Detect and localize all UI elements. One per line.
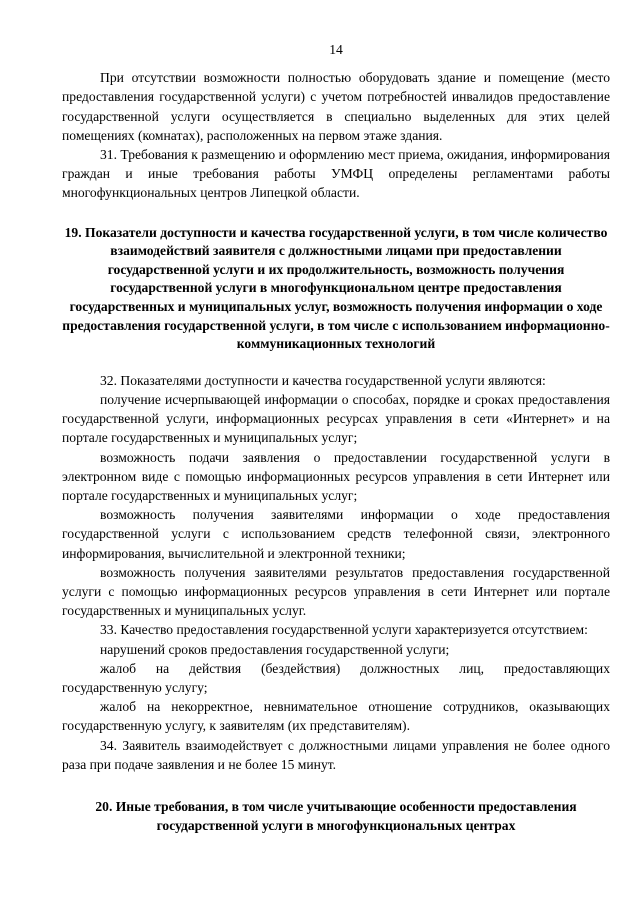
paragraph-32-item-2: возможность подачи заявления о предоставлении государственной услуги в электронном виде с помощью информационных ресурсов управления в сети Интернет или портале государственных и муниципальных услуг; bbox=[62, 449, 610, 503]
paragraph-34: 34. Заявитель взаимодействует с должностными лицами управления не более одного раза при подаче заявления и не более 15 минут. bbox=[62, 737, 610, 772]
paragraph-32-item-1: получение исчерпывающей информации о способах, порядке и сроках предоставления государственной услуги, информационных ресурсах управления в сети «Интернет» и на портале государственных и муниципальных услуг; bbox=[62, 391, 610, 446]
section-heading-19: 19. Показатели доступности и качества государственной услуги, в том числе количество взаимодействий заявителя с должностными лицами при предоставлении государственной услуги и их продолжительность, возможность получения государственной услуги в многофункциональном центре предоставления государственных и муниципальных услуг, возможность получения информации о ходе предоставления государственной услуги, в том числе с использованием информационно-коммуникационных технологий bbox=[62, 224, 610, 352]
paragraph-33-item-1: нарушений сроков предоставления государственной услуги; bbox=[100, 641, 450, 657]
paragraph-31: 31. Требования к размещению и оформлению мест приема, ожидания, информирования граждан и иные требования работы УМФЦ определены регламентами работы многофункциональных центров Липецкой области. bbox=[62, 147, 610, 201]
paragraph-accessibility-premises: При отсутствии возможности полностью оборудовать здание и помещение (место предоставления государственной услуги) с учетом потребностей инвалидов предоставление государственной услуги осуществляется в специально выделенных для этих целей помещениях (комнатах), расположенных на первом этаже здания. bbox=[62, 70, 610, 143]
paragraph-32-item-3: возможность получения заявителями информации о ходе предоставления государственной услуги с использованием средств телефонной связи, электронного информирования, вычислительной и электронной техники; bbox=[62, 507, 610, 561]
section-heading-20: 20. Иные требования, в том числе учитывающие особенности предоставления государственной услуги в многофункциональных центрах bbox=[95, 799, 577, 834]
paragraph-33-item-2: жалоб на действия (бездействия) должностных лиц, предоставляющих государственную услугу; bbox=[62, 660, 610, 696]
paragraph-33-item-3: жалоб на некорректное, невнимательное отношение сотрудников, оказывающих государственную услугу, к заявителям (их представителям). bbox=[62, 699, 610, 734]
page-number: 14 bbox=[329, 42, 343, 57]
paragraph-32-item-4: возможность получения заявителями результатов предоставления государственной услуги с помощью информационных ресурсов управления в сети Интернет или портале государственных и муниципальных услуг. bbox=[62, 564, 610, 619]
paragraph-33: 33. Качество предоставления государственной услуги характеризуется отсутствием: bbox=[100, 622, 588, 638]
paragraph-32: 32. Показателями доступности и качества государственной услуги являются: bbox=[100, 372, 546, 388]
